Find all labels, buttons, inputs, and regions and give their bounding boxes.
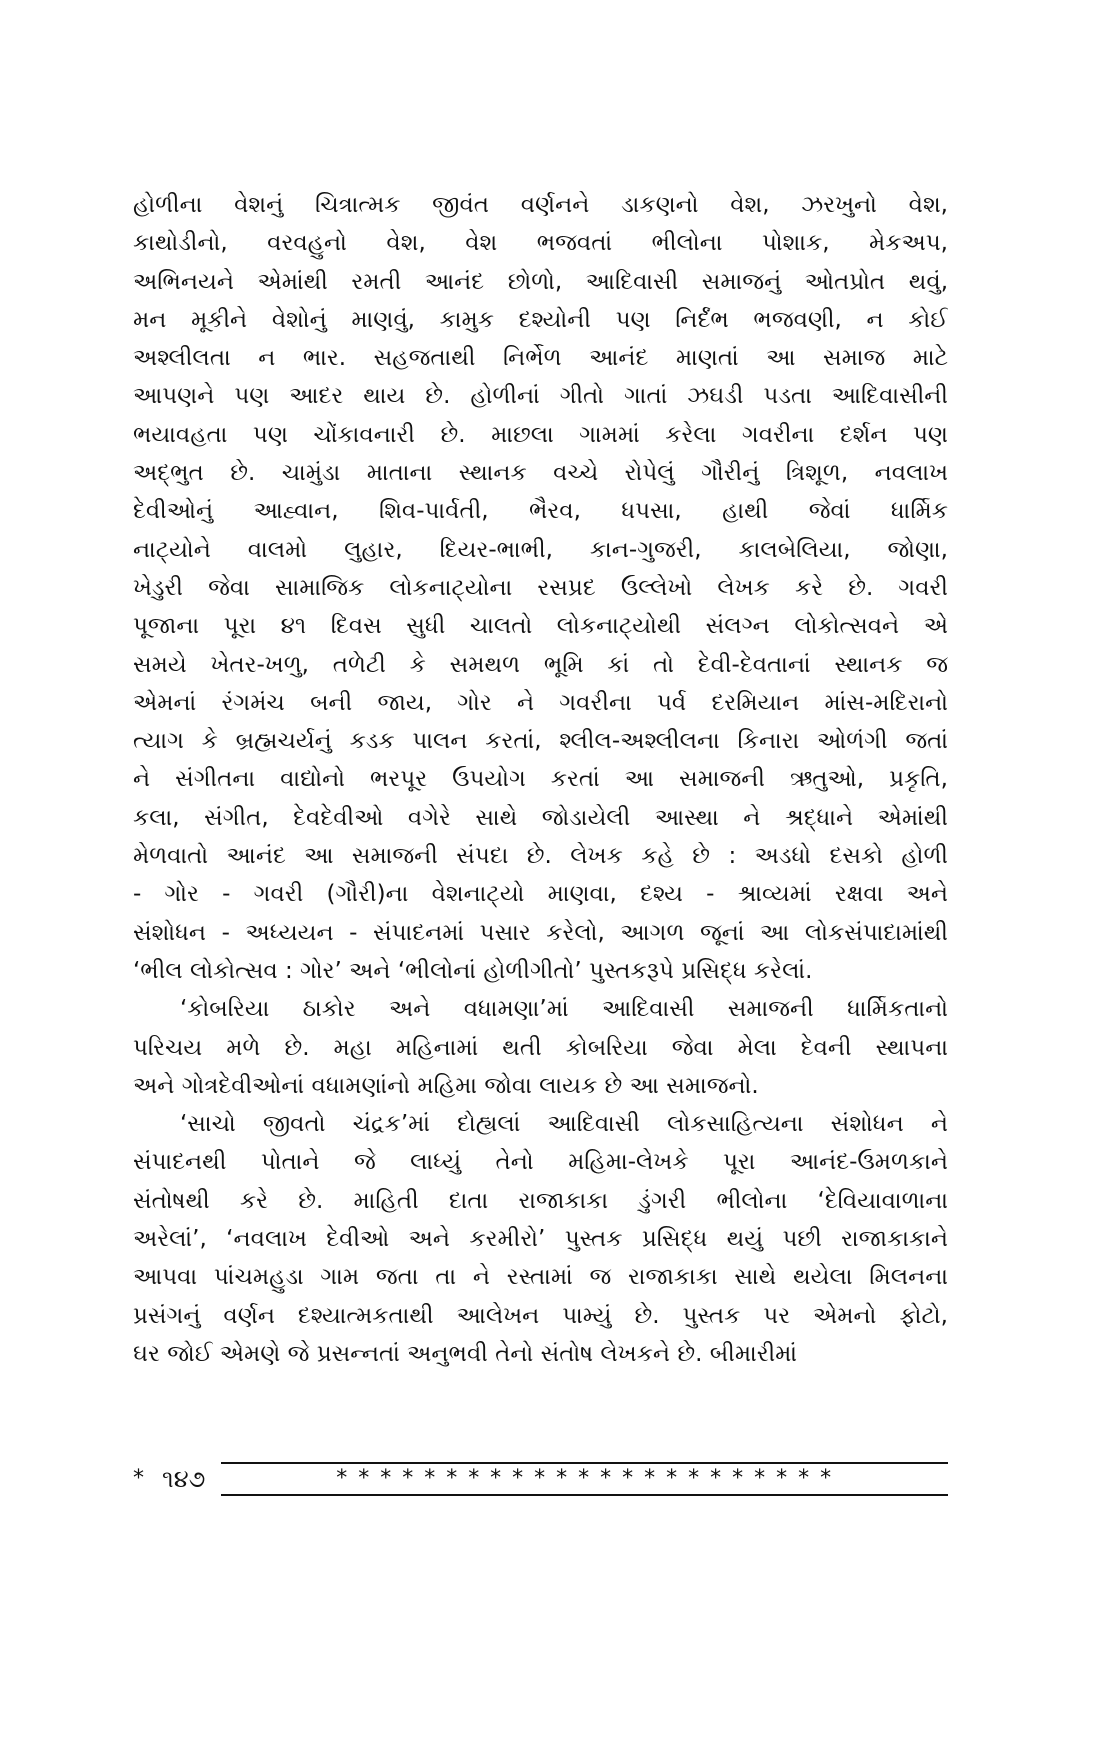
- footer-star-rule: * * * * * * * * * * * * * * * * * * * * * * *: [221, 1462, 948, 1496]
- text-line: ‘કોબરિયા ઠાકોર અને વધામણા’માં આદિવાસી સમાજની ધાર્મિકતાનો: [180, 996, 948, 1023]
- text-line: - ગોર - ગવરી (ગૌરી)ના વેશનાટ્યો માણવા, દશ્ય - શ્રાવ્યમાં રક્ષવા અને: [133, 881, 948, 908]
- text-line: ત્યાગ કે બ્રહ્મચર્યનું કડક પાલન કરતાં, શ્લીલ-અશ્લીલના કિનારા ઓળંગી જતાં: [133, 728, 948, 755]
- paragraph: [133, 186, 948, 990]
- text-line: દેવીઓનું આહ્વાન, શિવ-પાર્વતી, ભૈરવ, ધપસા, હાથી જેવાં ધાર્મિક: [133, 498, 948, 525]
- text-line: અશ્લીલતા ન ભાર. સહજતાથી નિર્ભેળ આનંદ માણતાં આ સમાજ માટે: [133, 345, 948, 372]
- page-footer: [133, 1463, 948, 1495]
- text-line: કાથોડીનો, વરવહુનો વેશ, વેશ ભજવતાં ભીલોના પોશાક, મેકઅપ,: [133, 230, 948, 257]
- text-line: સમયે ખેતર-ખળુ, તળેટી કે સમથળ ભૂમિ કાં તો દેવી-દેવતાનાં સ્થાનક જ: [133, 651, 948, 678]
- paragraph: [133, 990, 948, 1105]
- text-line: સંતોષથી કરે છે. માહિતી દાતા રાજાકાકા ડુંગરી ભીલોના ‘દેવિયાવાળાના: [133, 1187, 948, 1214]
- text-line: ‘ભીલ લોકોત્સવ : ગોર’ અને ‘ભીલોનાં હોળીગીતો’ પુસ્તકરૂપે પ્રસિદ્ધ કરેલાં.: [133, 957, 813, 984]
- text-line: અદ્ભુત છે. ચામુંડા માતાના સ્થાનક વચ્ચે રોપેલું ગૌરીનું ત્રિશૂળ, નવલાખ: [133, 460, 948, 487]
- text-line: અને ગોત્રદેવીઓનાં વધામણાંનો મહિમા જોવા લાયક છે આ સમાજનો.: [133, 1072, 759, 1099]
- text-line: ઘર જોઈ એમણે જે પ્રસન્નતાં અનુભવી તેનો સંતોષ લેખકને છે. બીમારીમાં: [133, 1340, 798, 1367]
- text-line: ને સંગીતના વાદ્યોનો ભરપૂર ઉપયોગ કરતાં આ સમાજની ઋતુઓ, પ્રકૃતિ,: [133, 766, 948, 793]
- text-line: આપવા પાંચમહુડા ગામ જતા તા ને રસ્તામાં જ રાજાકાકા સાથે થયેલા મિલનના: [133, 1264, 948, 1291]
- text-line: હોળીના વેશનું ચિત્રાત્મક જીવંત વર્ણનને ડાકણનો વેશ, ઝરખુનો વેશ,: [133, 192, 948, 218]
- text-line: સંશોધન - અધ્યયન - સંપાદનમાં પસાર કરેલો, આગળ જૂનાં આ લોકસંપાદામાંથી: [133, 919, 948, 946]
- text-line: ‘સાચો જીવતો ચંદ્રક’માં દોહ્યલાં આદિવાસી લોકસાહિત્યના સંશોધન ને: [180, 1111, 948, 1138]
- text-line: કલા, સંગીત, દેવદેવીઓ વગેરે સાથે જોડાયેલી આસ્થા ને શ્રદ્ધાને એમાંથી: [133, 804, 948, 831]
- text-line: અભિનયને એમાંથી રમતી આનંદ છોળો, આદિવાસી સમાજનું ઓતપ્રોત થવું,: [133, 268, 948, 295]
- text-line: આપણને પણ આદર થાય છે. હોળીનાં ગીતો ગાતાં ઝઘડી પડતા આદિવાસીની: [133, 383, 948, 410]
- text-line: મેળવાતો આનંદ આ સમાજની સંપદા છે. લેખક કહે છે : અડધો દસકો હોળી: [133, 843, 948, 870]
- text-line: પરિચય મળે છે. મહા મહિનામાં થતી કોબરિયા જેવા મેલા દેવની સ્થાપના: [133, 1034, 948, 1061]
- body-text: [133, 186, 948, 1373]
- footer-star-ornament: *: [133, 1466, 144, 1491]
- text-line: ભયાવહતા પણ ચોંકાવનારી છે. માછલા ગામમાં કરેલા ગવરીના દર્શન પણ: [133, 421, 948, 448]
- page-number: ૧૪૭: [162, 1465, 206, 1493]
- paragraph: [133, 1105, 948, 1373]
- text-line: પ્રસંગનું વર્ણન દશ્યાત્મકતાથી આલેખન પામ્યું છે. પુસ્તક પર એમનો ફોટો,: [133, 1302, 948, 1329]
- text-line: અરેલાં’, ‘નવલાખ દેવીઓ અને કરમીરો’ પુસ્તક પ્રસિદ્ધ થયું પછી રાજાકાકાને: [133, 1226, 948, 1253]
- text-line: નાટ્યોને વાલમો લુહાર, દિયર-ભાભી, કાન-ગુજરી, કાલબેલિયા, જોણા,: [133, 536, 948, 563]
- text-line: ખેડુરી જેવા સામાજિક લોકનાટ્યોના રસપ્રદ ઉલ્લેખો લેખક કરે છે. ગવરી: [133, 574, 948, 601]
- text-line: એમનાં રંગમંચ બની જાય, ગોર ને ગવરીના પર્વ દરમિયાન માંસ-મદિરાનો: [133, 689, 948, 716]
- text-line: પૂજાના પૂરા ૪૧ દિવસ સુધી ચાલતો લોકનાટ્યોથી સંલગ્ન લોકોત્સવને એ: [133, 613, 948, 640]
- text-line: મન મૂકીને વેશોનું માણવું, કામુક દશ્યોની પણ નિર્દંભ ભજવણી, ન કોઈ: [133, 306, 948, 333]
- text-line: સંપાદનથી પોતાને જે લાધ્યું તેનો મહિમા-લેખકે પૂરા આનંદ-ઉમળકાને: [133, 1149, 948, 1176]
